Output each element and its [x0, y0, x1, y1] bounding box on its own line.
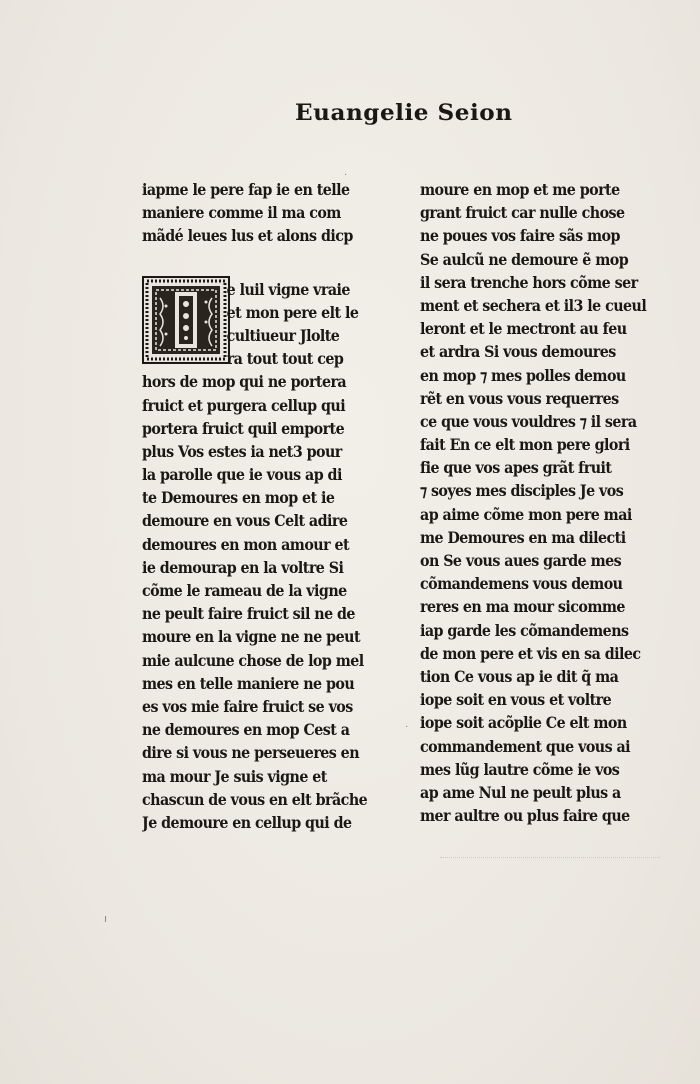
text-line: iope soit acõplie Ce elt mon: [420, 713, 627, 733]
faint-rule: [440, 857, 660, 858]
text-line: moure en la vigne ne ne peut: [142, 627, 360, 647]
text-line: reres en ma mour sicomme: [420, 597, 625, 617]
text-line: Je demoure en cellup qui de: [142, 812, 352, 832]
text-line: ment et sechera et il3 le cueul: [420, 295, 647, 315]
stray-ink-mark: ·: [405, 722, 409, 733]
text-line: en mop ⁊ mes polles demou: [420, 365, 626, 385]
text-line: ap ame Nul ne peult plus a: [420, 782, 621, 802]
text-line: la parolle que ie vous ap di: [142, 465, 342, 485]
text-line: dire si vous ne perseueres en: [142, 743, 360, 763]
stray-ink-mark: ·: [344, 170, 348, 181]
text-line: mes lũg lautre cõme ie vos: [420, 759, 620, 779]
text-line: et ardra Si vous demoures: [420, 342, 616, 362]
text-line: moure en mop et me porte: [420, 180, 620, 199]
text-line: ma mour Je suis vigne et: [142, 766, 327, 786]
text-line: ie demourap en la voltre Si: [142, 557, 344, 577]
text-line: ap aime cõme mon pere mai: [420, 504, 632, 524]
text-line: plus Vos estes ia net3 pour: [142, 441, 342, 461]
text-line: me Demoures en ma dilecti: [420, 527, 626, 547]
text-line: mer aultre ou plus faire que: [420, 806, 630, 826]
text-line: te Demoures en mop et ie: [142, 488, 335, 508]
text-line: ne peult faire fruict sil ne de: [142, 604, 355, 624]
text-line: il sera trenche hors cõme ser: [420, 272, 638, 292]
text-line: portera fruict quil emporte: [142, 418, 345, 438]
text-line: ce que vous vouldres ⁊ il sera: [420, 411, 637, 431]
text-line: fait En ce elt mon pere glori: [420, 435, 630, 455]
text-line: rẽt en vous vous requerres: [420, 388, 619, 408]
text-line: fie que vos apes grãt fruit: [420, 458, 612, 478]
text-line: e luil vigne vraie: [226, 279, 350, 299]
text-line: iope soit en vous et voltre: [420, 690, 612, 710]
text-line: tion Ce vous ap ie dit q̃ ma: [420, 666, 619, 686]
text-line: ⁊ soyes mes disciples Je vos: [420, 481, 624, 501]
text-line: fruict et purgera cellup qui: [142, 395, 346, 415]
text-line: Se aulcũ ne demoure ẽ mop: [420, 249, 629, 269]
running-head: Euangelie Seion: [295, 100, 513, 126]
stray-ink-mark: ı: [104, 912, 108, 925]
text-line: on Se vous aues garde mes: [420, 551, 622, 570]
text-line: hors de mop qui ne portera: [142, 372, 347, 392]
left-column: [142, 178, 392, 834]
text-line: cõmandemens vous demou: [420, 574, 623, 594]
text-line: mes en telle maniere ne pou: [142, 673, 355, 693]
text-line: chascun de vous en elt brãche: [142, 789, 368, 809]
text-line: de mon pere et vis en sa dilec: [420, 643, 641, 663]
text-line: commandement que vous ai: [420, 736, 631, 756]
text-line: cultiueur Jlolte: [226, 325, 340, 345]
text-line: et mon pere elt le: [226, 302, 359, 322]
right-column: [420, 178, 670, 827]
text-line: maniere comme il ma com: [142, 203, 341, 223]
text-line: leront et le mectront au feu: [420, 319, 627, 339]
text-line: demoure en vous Celt adire: [142, 511, 348, 531]
text-line: mie aulcune chose de lop mel: [142, 650, 364, 670]
text-line: iap garde les cõmandemens: [420, 620, 629, 640]
text-line: iapme le pere fap ie en telle: [142, 180, 350, 199]
text-line: demoures en mon amour et: [142, 534, 350, 554]
text-line: grant fruict car nulle chose: [420, 203, 625, 223]
text-line: ra tout tout cep: [226, 349, 344, 369]
text-line: es vos mie faire fruict se vos: [142, 696, 353, 716]
text-line: ne demoures en mop Cest a: [142, 720, 350, 740]
text-line: mãdé leues lus et alons dicp: [142, 226, 353, 246]
text-line: cõme le rameau de la vigne: [142, 581, 347, 600]
text-line: ne poues vos faire sãs mop: [420, 226, 620, 246]
